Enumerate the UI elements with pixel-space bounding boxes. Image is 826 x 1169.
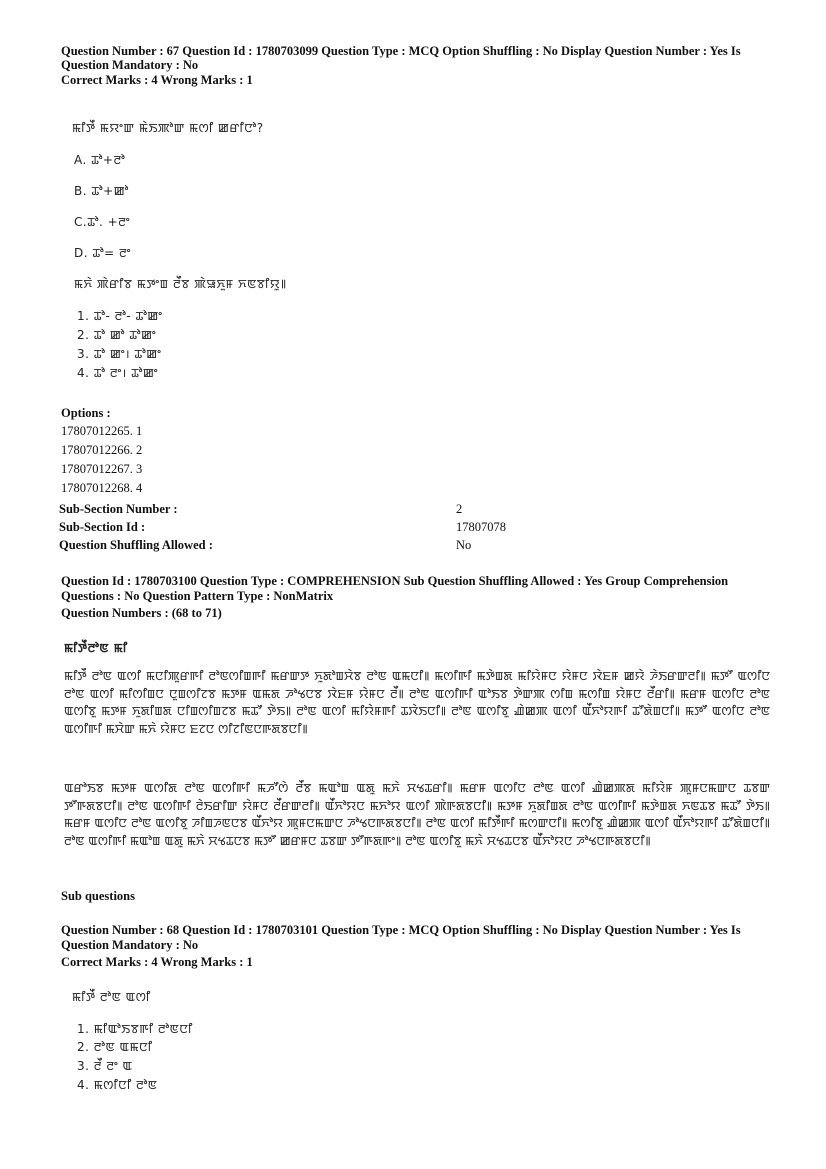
comp-numbers: Question Numbers : (68 to 71): [61, 606, 222, 620]
q67-option-3: 17807012267. 3: [61, 462, 143, 476]
q67-choice-3: 3. ꯊꯣ ꯀꯦ। ꯊꯣꯀꯦ: [77, 347, 162, 361]
q67-item-a: A. ꯊꯣ+ꯂꯣ: [74, 153, 126, 167]
q67-choice-1: 1. ꯊꯣ- ꯂꯣ- ꯊꯣꯀꯦ: [77, 309, 163, 323]
q67-header-line2: Question Mandatory : No: [61, 58, 199, 72]
q67-options-label: Options :: [61, 406, 111, 420]
q68-header-line2: Question Mandatory : No: [61, 938, 199, 952]
q67-marks: Correct Marks : 4 Wrong Marks : 1: [61, 73, 253, 87]
comp-header-line2: Questions : No Question Pattern Type : NonMatrix: [61, 589, 334, 603]
q68-choice-2: 2. ꯂꯣꯟ ꯑꯃꯅꯤ: [77, 1040, 153, 1054]
shuffling-value: No: [456, 538, 472, 552]
comp-paragraph-2: ꯑꯔꯣꯏꯕ ꯃꯇꯝ ꯑꯁꯤꯗ ꯂꯣꯟ ꯑꯁꯤꯒꯤ ꯃꯍꯧꯁꯥ ꯂꯩꯕ ꯃꯑꯣꯡ ꯑꯗꯨ ꯃꯈꯥ ꯆꯠꯊꯔꯤ꯫ ꯃꯔꯝ ꯑꯁꯤꯅ ꯂꯣꯟ ꯑꯁꯤ ꯉꯥꯀꯄꯗ ꯃꯤꯌꯥꯝ ꯄꯨꯝꯅꯃꯛꯅ ꯊꯕꯛ ꯇꯧꯒꯗꯕꯅꯤ꯫ ꯂꯣꯟ ꯑꯁꯤꯒꯤ ꯂꯥꯏꯔꯤꯛ ꯌꯥꯝꯅ ꯂꯩꯔꯛꯂꯤ꯫ ꯑꯩꯈꯣꯌꯅ ꯃꯈꯣꯌ ꯑꯁꯤ ꯄꯥꯒꯗꯕꯅꯤ꯫ ꯃꯇꯝ ꯈꯨꯗꯤꯡꯗ ꯂꯣꯟ ꯑꯁꯤꯒꯤ ꯃꯇꯥꯡꯗ ꯈꯟꯊꯕ ꯃꯊꯧ ꯇꯥꯏ꯫ ꯃꯔꯝ ꯑꯁꯤꯅ ꯂꯣꯟ ꯑꯁꯤꯕꯨ ꯍꯤꯡꯍꯟꯅꯕ ꯑꯩꯈꯣꯌ ꯄꯨꯝꯅꯃꯛꯅ ꯍꯣꯠꯅꯒꯗꯕꯅꯤ꯫ ꯂꯣꯟ ꯑꯁꯤ ꯃꯤꯇꯩꯒꯤ ꯃꯁꯛꯅꯤ꯫ ꯃꯁꯤꯕꯨ ꯉꯥꯀꯄ ꯑꯁꯤ ꯑꯩꯈꯣꯌꯒꯤ ꯊꯧꯗꯥꯡꯅꯤ꯫ ꯂꯣꯟ ꯑꯁꯤꯒꯤ ꯃꯑꯣꯡ ꯑꯗꯨ ꯃꯈꯥ ꯆꯠꯊꯅꯕ ꯃꯇꯧ ꯀꯔꯝꯅ ꯊꯕꯛ ꯇꯧꯒꯗꯒꯦ꯫ ꯂꯣꯟ ꯑꯁꯤꯕꯨ ꯃꯈꯥ ꯆꯠꯊꯅꯕ ꯑꯩꯈꯣꯌꯅ ꯍꯣꯠꯅꯒꯗꯕꯅꯤ꯫: [64, 781, 770, 848]
q67-item-c: C.ꯊꯣ. +ꯂꯦ: [74, 215, 131, 229]
shuffling-label: Question Shuffling Allowed :: [59, 538, 213, 552]
q67-stem: ꯃꯤꯇꯩ ꯃꯌꯦꯛ ꯃꯥꯏꯄꯣꯛ ꯃꯁꯤ ꯀꯔꯤꯅꯣ?: [72, 121, 264, 135]
q67-header-line1: Question Number : 67 Question Id : 1780703099 Question Type : MCQ Option Shuffling : No Display Question Number : Yes Is: [61, 44, 741, 58]
subsection-id-value: 17807078: [456, 520, 506, 534]
q67-option-2: 17807012266. 2: [61, 443, 143, 457]
comp-title: ꯃꯤꯇꯩꯂꯣꯟ ꯃꯤ: [64, 641, 128, 655]
subsection-number-label: Sub-Section Number :: [59, 502, 178, 516]
q68-marks: Correct Marks : 4 Wrong Marks : 1: [61, 955, 253, 969]
q68-choice-4: 4. ꯃꯁꯤꯅꯤ ꯂꯣꯟ: [77, 1078, 158, 1092]
subsection-number-value: 2: [456, 502, 463, 516]
q67-item-b: B. ꯊꯣ+ꯀꯣ: [74, 184, 129, 198]
q67-instruction: ꯃꯈꯥ ꯄꯥꯔꯤꯕ ꯃꯇꯦꯡ ꯂꯩꯕ ꯄꯥꯎꯈꯨꯝ ꯈꯟꯕꯤꯌꯨ꯫: [74, 277, 287, 291]
q67-option-4: 17807012268. 4: [61, 481, 143, 495]
comp-header-line1: Question Id : 1780703100 Question Type : COMPREHENSION Sub Question Shuffling Allowed : Yes Group Comprehension: [61, 574, 729, 588]
q68-choice-1: 1. ꯃꯤꯑꯣꯏꯕꯒꯤ ꯂꯣꯟꯅꯤ: [77, 1022, 193, 1036]
q68-choice-3: 3. ꯂꯩ ꯂꯦ ꯑ: [77, 1059, 133, 1073]
q67-item-d: D. ꯊꯣ= ꯂꯦ: [74, 246, 131, 260]
q67-choice-4: 4. ꯊꯣ ꯂꯦ। ꯊꯣꯀꯦ: [77, 366, 159, 380]
q67-choice-2: 2. ꯊꯣ ꯀꯣ ꯊꯣꯀꯦ: [77, 328, 157, 342]
subsection-id-label: Sub-Section Id :: [59, 520, 146, 534]
comp-paragraph-1: ꯃꯤꯇꯩ ꯂꯣꯟ ꯑꯁꯤ ꯃꯅꯤꯄꯨꯔꯒꯤ ꯂꯣꯟꯁꯤꯡꯒꯤ ꯃꯔꯛꯇ ꯈꯨꯗꯣꯡꯆꯥꯕ ꯂꯣꯟ ꯑꯃꯅꯤ꯫ ꯃꯁꯤꯒꯤ ꯃꯇꯥꯡꯗ ꯃꯤꯌꯥꯝꯅ ꯌꯥꯝꯅ ꯋꯥꯐꯝ ꯀꯌꯥ ꯍꯥꯏꯔꯛꯂꯤ꯫ ꯃꯇꯧ ꯑꯁꯤꯅ ꯂꯣꯟ ꯑꯁꯤ ꯃꯤꯁꯤꯡꯅ ꯅꯨꯡꯁꯤꯖꯕ ꯃꯇꯝ ꯑꯃꯗ ꯍꯣꯠꯅꯕ ꯋꯥꯐꯝ ꯌꯥꯝꯅ ꯂꯩ꯫ ꯂꯣꯟ ꯑꯁꯤꯒꯤ ꯑꯣꯏꯕ ꯇꯥꯛꯄ ꯁꯤꯡ ꯃꯁꯤꯡ ꯌꯥꯝꯅ ꯂꯩꯔꯤ꯫ ꯃꯔꯝ ꯑꯁꯤꯅ ꯂꯣꯟ ꯑꯁꯤꯕꯨ ꯃꯇꯝ ꯈꯨꯗꯤꯡꯗ ꯅꯤꯡꯁꯤꯡꯖꯕ ꯃꯊꯧ ꯇꯥꯏ꯫ ꯂꯣꯟ ꯑꯁꯤ ꯃꯤꯌꯥꯝꯒꯤ ꯊꯋꯥꯏꯅꯤ꯫ ꯂꯣꯟ ꯑꯁꯤꯕꯨ ꯉꯥꯀꯄ ꯑꯁꯤ ꯑꯩꯈꯣꯌꯒꯤ ꯊꯧꯗꯥꯡꯅꯤ꯫ ꯃꯇꯧ ꯑꯁꯤꯅ ꯂꯣꯟ ꯑꯁꯤꯒꯤ ꯃꯆꯥꯛ ꯃꯈꯥ ꯌꯥꯝꯅ ꯐꯖꯅ ꯁꯤꯖꯤꯟꯅꯒꯗꯕꯅꯤ꯫: [64, 669, 770, 736]
sub-questions-label: Sub questions: [61, 889, 135, 903]
q68-stem: ꯃꯤꯇꯩ ꯂꯣꯟ ꯑꯁꯤ: [72, 990, 151, 1004]
q67-option-1: 17807012265. 1: [61, 424, 143, 438]
q68-header-line1: Question Number : 68 Question Id : 1780703101 Question Type : MCQ Option Shuffling : No Display Question Number : Yes Is: [61, 923, 741, 937]
